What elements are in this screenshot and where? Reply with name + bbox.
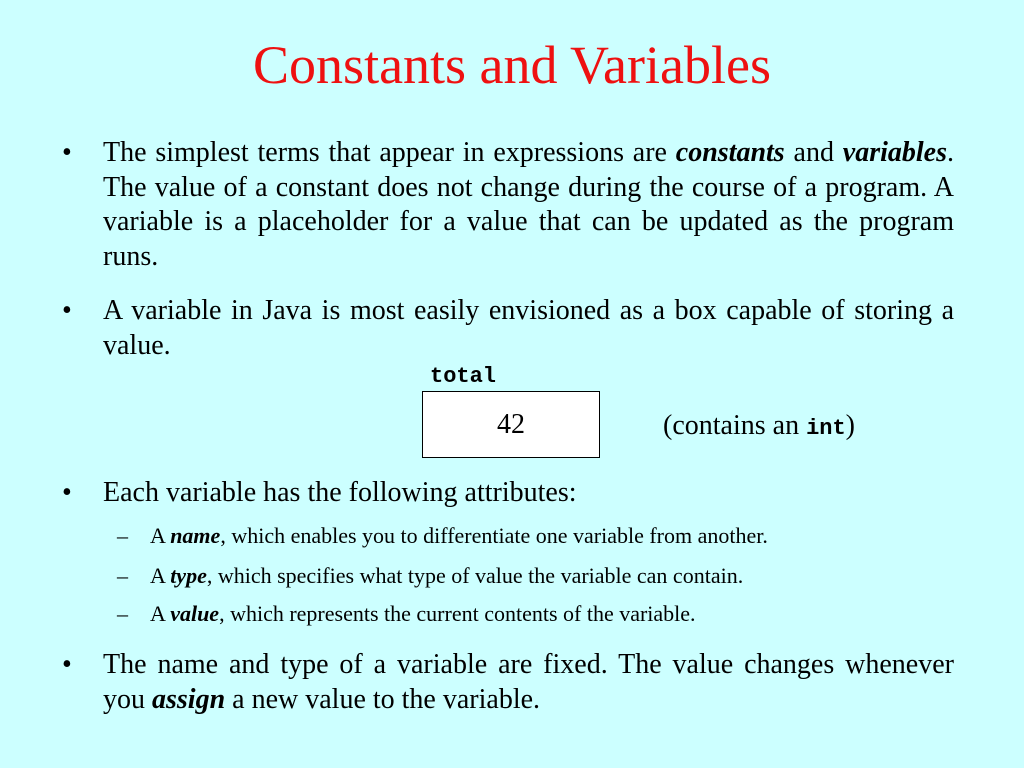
term-value: value [170, 601, 220, 626]
bullet-constants-variables [62, 136, 954, 274]
term-type: type [170, 563, 207, 588]
sub-bullet-text: A type, which specifies what type of value the variable can contain. [150, 563, 744, 588]
bullet-text: Each variable has the following attributes: [103, 477, 577, 508]
variable-type-note: (contains an int) [663, 410, 855, 441]
term-variables: variables [842, 137, 947, 168]
variable-box [422, 391, 600, 458]
sub-bullet-dash: – [117, 601, 128, 626]
term-name: name [170, 523, 221, 548]
sub-bullet-dash: – [117, 563, 128, 588]
slide-title: Constants and Variables [253, 35, 771, 95]
bullet-dot: • [62, 477, 72, 508]
term-constants: constants [675, 137, 785, 168]
sub-bullet-text: A name, which enables you to differentiate one variable from another. [150, 523, 768, 548]
bullet-text: The simplest terms that appear in expressions are constants and variables. The value of a constant does not change during the course of a program. A variable is a placeholder for a value that can be updated as the program runs. [103, 137, 954, 272]
bullet-variable-box [62, 294, 954, 363]
bullet-attributes [62, 476, 954, 511]
variable-type: int [806, 416, 846, 441]
sub-bullet-type [117, 562, 977, 590]
bullet-fixed-name-type [62, 648, 954, 717]
variable-value: 42 [497, 408, 525, 440]
bullet-dot: • [62, 649, 72, 680]
variable-name-label: total [430, 364, 497, 389]
bullet-text: The name and type of a variable are fixed. The value changes whenever you assign a new value to the variable. [103, 649, 954, 715]
bullet-dot: • [62, 295, 72, 326]
sub-bullet-text: A value, which represents the current contents of the variable. [150, 601, 696, 626]
sub-bullet-value [117, 600, 977, 628]
sub-bullet-name [117, 522, 977, 550]
bullet-dot: • [62, 137, 72, 168]
sub-bullet-dash: – [117, 523, 128, 548]
term-assign: assign [152, 683, 226, 715]
bullet-text: A variable in Java is most easily envisioned as a box capable of storing a value. [103, 295, 954, 361]
